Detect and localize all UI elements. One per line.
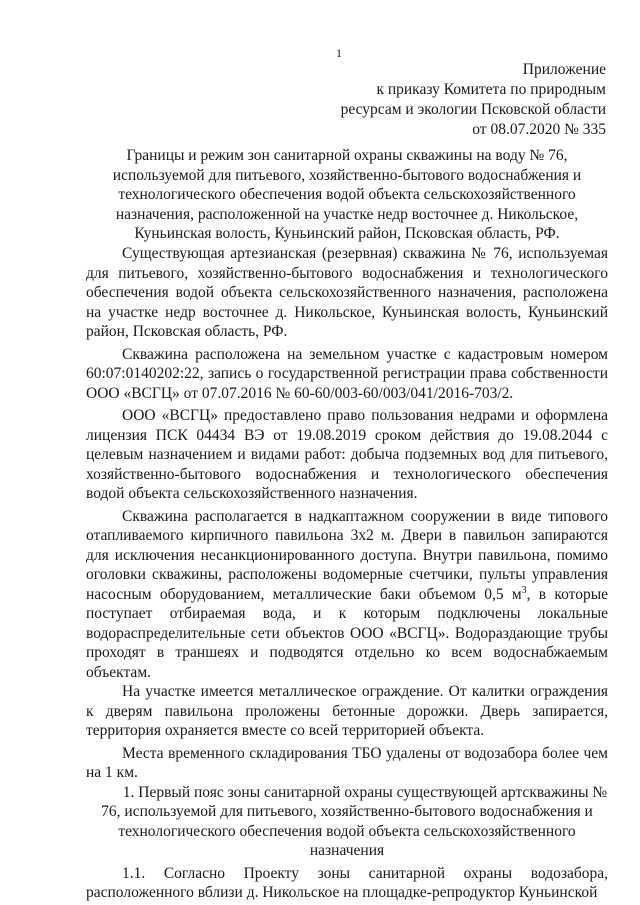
paragraph-fence: На участке имеется металлическое ограждение. От калитки ограждения к дверям павильона проложены бетонные дорожки. Дверь запирается, территория охраняется вместе со всей территорией объекта.: [86, 683, 608, 739]
appendix-line-3: ресурсам и экологии Псковской области: [340, 101, 606, 118]
appendix-line-1: Приложение: [522, 61, 606, 78]
pavilion-text-part-1: Скважина располагается в надкаптажном сооружении в виде типового отапливаемого кирпичного павильона 3х2 м. Двери в павильон запираются для исключения несанкционированного доступа. Внутри павильона, помимо оголовки скважины, расположены водомерные счетчики, пульты управления насосным оборудованием, металлические баки объемом 0,5 м: [86, 507, 608, 603]
document-title: Границы и режим зон санитарной охраны скважины на воду № 76, используемой для питьевого, хозяйственно-бытового водоснабжения и технологического обеспечения водой объекта сельскохозяйственного назначения, расположенной на участке недр восточнее д. Никольское, Куньинская волость, Куньинский район, Псковская область, РФ.: [112, 147, 582, 242]
paragraph-license: ООО «ВСГЦ» предоставлено право пользования недрами и оформлена лицензия ПСК 04434 ВЭ от 19.08.2019 сроком действия до 19.08.2044 с целевым назначением и видами работ: добыча подземных вод для питьевого, хозяйственно-бытового водоснабжения и технологического обеспечения водой объекта сельскохозяйственного назначения.: [86, 407, 608, 502]
appendix-header: [276, 60, 606, 140]
document-body: [86, 244, 608, 903]
paragraph-1-1: 1.1. Согласно Проекту зоны санитарной охраны водозабора, расположенного вблизи д. Никольское на площадке-репродуктор Куньинской: [86, 864, 608, 901]
cubic-superscript: 3: [521, 584, 527, 596]
appendix-line-4: от 08.07.2020 № 335: [472, 121, 606, 138]
section-1-heading: 1. Первый пояс зоны санитарной охраны существующей артскважины № 76, используемой для питьевого, хозяйственно-бытового водоснабжения и технологического обеспечения водой объекта сельскохозяйственного назначения: [101, 783, 608, 859]
paragraph-pavilion: [86, 507, 608, 683]
appendix-line-2: к приказу Комитета по природным: [376, 81, 606, 98]
paragraph-waste-storage: Места временного складирования ТБО удалены от водозабора более чем на 1 км.: [86, 744, 608, 781]
page-number: 1: [336, 46, 342, 60]
pavilion-text-part-2: , в которые поступает отбираемая вода, и к которым подключены локальные водораспределительные сети объектов ООО «ВСГЦ». Водораздающие трубы проходят в траншеях и подводятся отдельно ко всем водоснабжаемым объектам.: [86, 585, 608, 681]
paragraph-well-description: Существующая артезианская (резервная) скважина № 76, используемая для питьевого, хозяйственно-бытового водоснабжения и технологического обеспечения водой объекта сельскохозяйственного назначения, расположена на участке недр восточнее д. Никольское, Куньинская волость, Куньинский район, Псковская область, РФ.: [86, 245, 608, 340]
paragraph-land-plot: Скважина расположена на земельном участке с кадастровым номером 60:07:0140202:22, запись о государственной регистрации права собственности ООО «ВСГЦ» от 07.07.2016 № 60-60/003-60/003/041/2016-703/2.: [86, 345, 608, 402]
